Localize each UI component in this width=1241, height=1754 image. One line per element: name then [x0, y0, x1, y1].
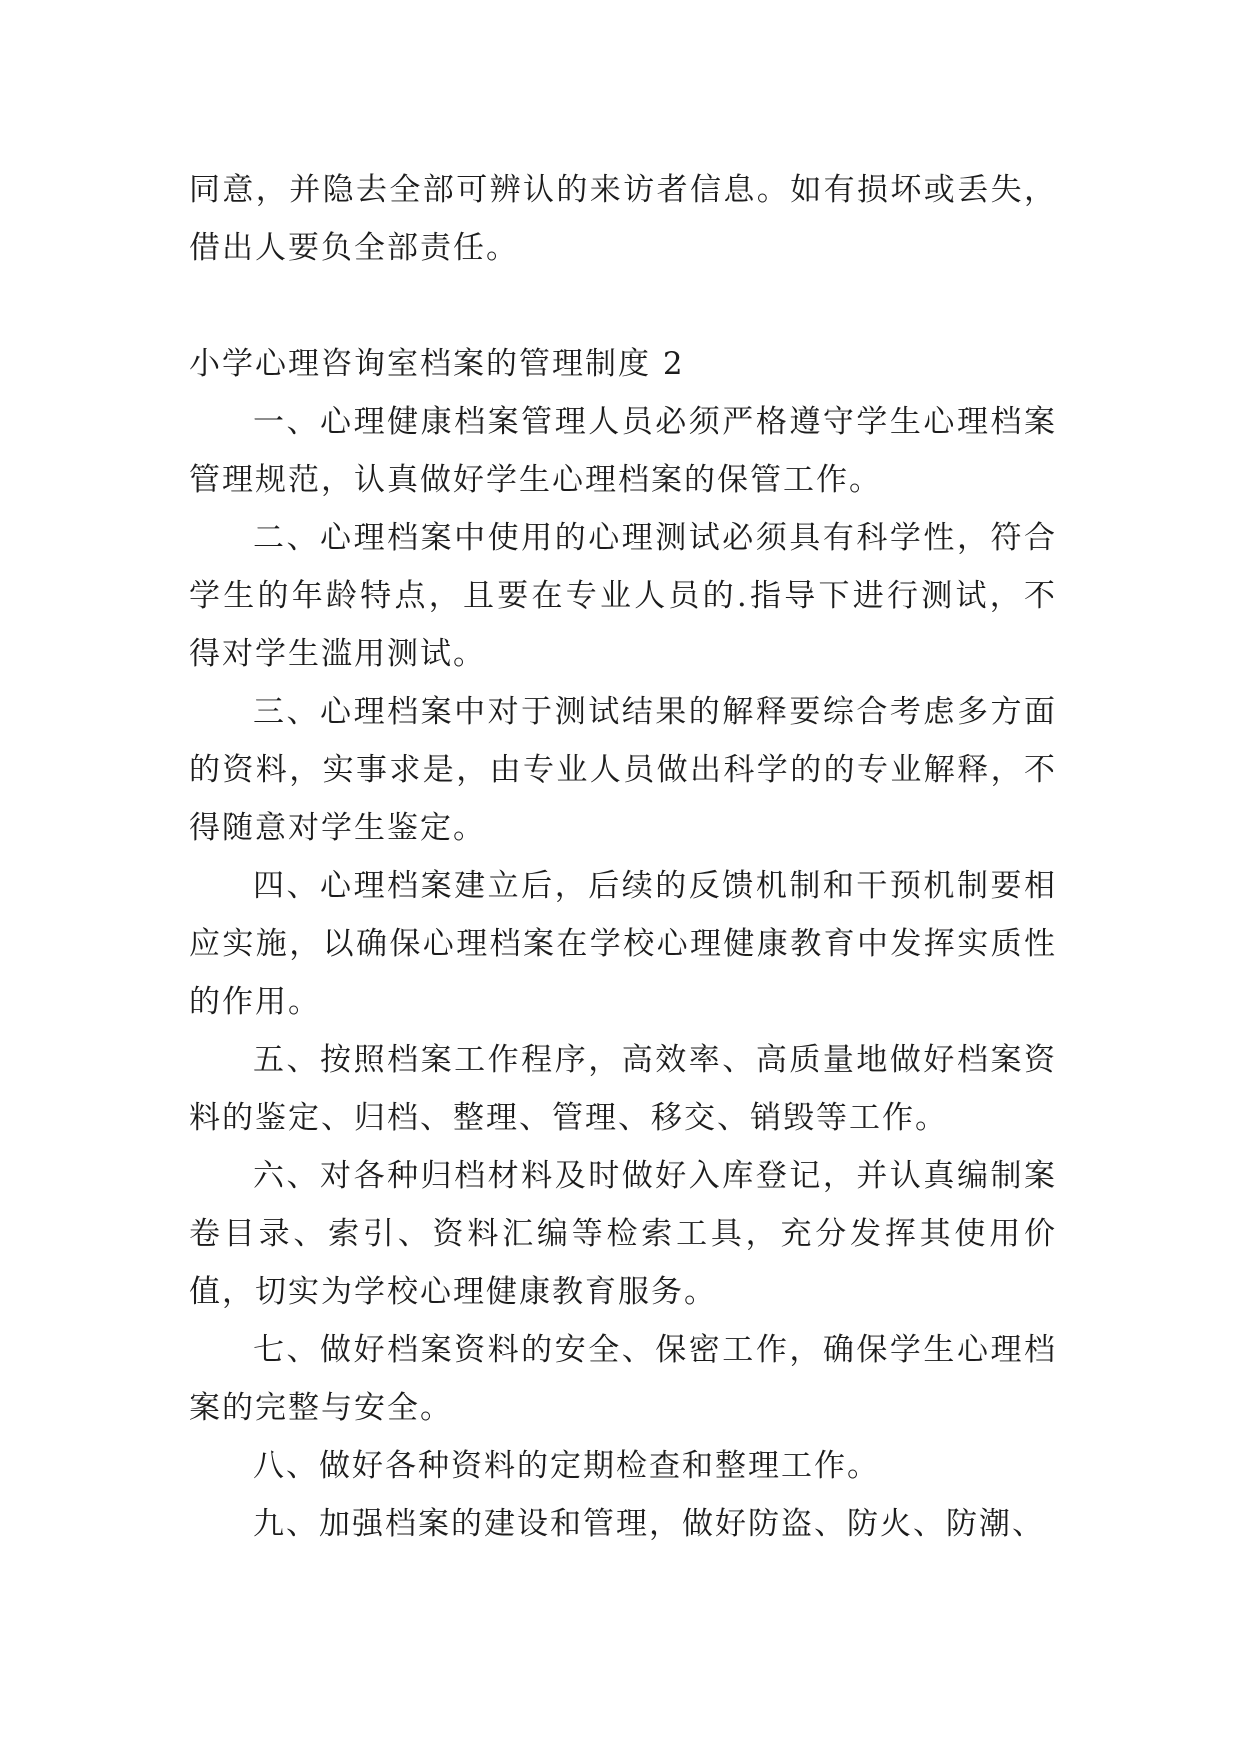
paragraph-8: 八、做好各种资料的定期检查和整理工作。	[253, 1448, 880, 1484]
paragraph-5: 五、按照档案工作程序，高效率、高质量地做好档案资料的鉴定、归档、整理、管理、移交、销毁等工作。	[189, 1042, 1057, 1136]
paragraph-7: 七、做好档案资料的安全、保密工作，确保学生心理档案的完整与安全。	[189, 1332, 1057, 1426]
section-title: 小学心理咨询室档案的管理制度 2	[189, 346, 685, 382]
paragraph-6: 六、对各种归档材料及时做好入库登记，并认真编制案卷目录、索引、资料汇编等检索工具，充分发挥其使用价值，切实为学校心理健康教育服务。	[189, 1158, 1057, 1310]
document-body	[189, 161, 1057, 1553]
paragraph-3: 三、心理档案中对于测试结果的解释要综合考虑多方面的资料，实事求是，由专业人员做出科学的的专业解释，不得随意对学生鉴定。	[189, 694, 1057, 846]
paragraph-4: 四、心理档案建立后，后续的反馈机制和干预机制要相应实施，以确保心理档案在学校心理健康教育中发挥实质性的作用。	[189, 868, 1057, 1020]
paragraph-2: 二、心理档案中使用的心理测试必须具有科学性，符合学生的年龄特点，且要在专业人员的.指导下进行测试，不得对学生滥用测试。	[189, 520, 1057, 672]
continuation-paragraph: 同意，并隐去全部可辨认的来访者信息。如有损坏或丢失，借出人要负全部责任。	[189, 172, 1057, 266]
paragraph-1: 一、心理健康档案管理人员必须严格遵守学生心理档案管理规范，认真做好学生心理档案的保管工作。	[189, 404, 1057, 498]
paragraph-9: 九、加强档案的建设和管理，做好防盗、防火、防潮、	[253, 1506, 1045, 1542]
